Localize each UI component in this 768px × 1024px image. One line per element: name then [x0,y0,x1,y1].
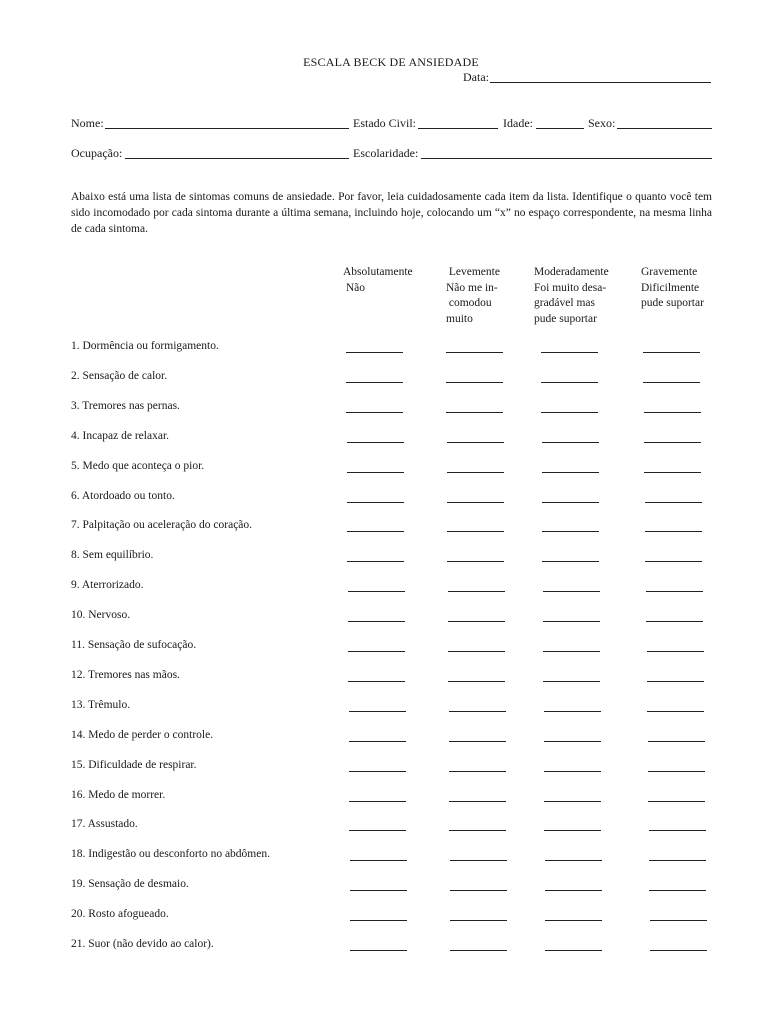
name-label: Nome: [71,116,104,130]
symptom-item: 16. Medo de morrer. [71,789,166,801]
answer-blank[interactable] [648,771,705,772]
answer-blank[interactable] [447,472,504,473]
answer-blank[interactable] [446,382,503,383]
education-label: Escolaridade: [353,146,419,160]
answer-blank[interactable] [448,681,505,682]
column-header-line: Não [343,281,366,294]
answer-blank[interactable] [348,681,405,682]
column-header-line: gradável mas [534,297,595,309]
symptom-item: 20. Rosto afogueado. [71,908,169,920]
symptom-item: 17. Assustado. [71,818,138,830]
symptom-item: 11. Sensação de sufocação. [71,639,197,651]
column-header-line: pude suportar [641,297,704,309]
answer-blank[interactable] [643,382,700,383]
symptom-item: 7. Palpitação ou aceleração do coração. [71,519,253,531]
answer-blank[interactable] [448,651,505,652]
answer-blank[interactable] [449,741,506,742]
answer-blank[interactable] [541,382,598,383]
answer-blank[interactable] [542,472,599,473]
answer-blank[interactable] [450,950,507,951]
answer-blank[interactable] [543,621,600,622]
occupation-field[interactable] [125,158,349,159]
answer-blank[interactable] [542,531,599,532]
occupation-label: Ocupação: [71,146,123,160]
date-label: Data: [463,70,489,84]
column-header-line: Absolutamente [343,266,413,278]
answer-blank[interactable] [349,741,406,742]
answer-blank[interactable] [650,920,707,921]
symptom-item: 3. Tremores nas pernas. [71,400,180,412]
answer-blank[interactable] [446,352,503,353]
answer-blank[interactable] [644,472,701,473]
column-header-line: Foi muito desa- [534,281,607,294]
answer-blank[interactable] [448,621,505,622]
answer-blank[interactable] [449,830,506,831]
answer-blank[interactable] [347,472,404,473]
answer-blank[interactable] [541,412,598,413]
answer-blank[interactable] [543,591,600,592]
answer-blank[interactable] [649,830,706,831]
answer-blank[interactable] [543,681,600,682]
column-header-moderate [534,265,609,327]
answer-blank[interactable] [450,860,507,861]
symptom-item: 13. Trêmulo. [71,699,131,711]
answer-blank[interactable] [349,711,406,712]
answer-blank[interactable] [647,681,704,682]
answer-blank[interactable] [347,442,404,443]
answer-blank[interactable] [447,502,504,503]
answer-blank[interactable] [449,801,506,802]
instructions-paragraph: Abaixo está uma lista de sintomas comuns de ansiedade. Por favor, leia cuidadosamente cada item da lista. Identifique o quanto você tem sido incomodado por cada sintoma durante a última semana, incluindo hoje, colocando um “x” no espaço correspondente, na mesma linha de cada sintoma. [71,191,712,235]
answer-blank[interactable] [346,412,403,413]
column-header-none [343,265,413,296]
civil-status-field[interactable] [418,128,498,129]
answer-blank[interactable] [449,771,506,772]
name-field[interactable] [105,128,349,129]
symptom-item: 5. Medo que aconteça o pior. [71,460,205,472]
column-header-line: comodou [446,297,492,309]
answer-blank[interactable] [544,830,601,831]
symptom-item: 4. Incapaz de relaxar. [71,430,170,442]
answer-blank[interactable] [347,531,404,532]
answer-blank[interactable] [350,860,407,861]
symptom-item: 6. Atordoado ou tonto. [71,490,175,502]
column-header-line: muito [446,312,473,325]
answer-blank[interactable] [447,531,504,532]
answer-blank[interactable] [446,412,503,413]
symptom-item: 14. Medo de perder o controle. [71,729,214,741]
answer-blank[interactable] [544,771,601,772]
column-header-mild [446,265,500,327]
age-label: Idade: [503,116,533,130]
answer-blank[interactable] [542,442,599,443]
sex-field[interactable] [617,128,712,129]
answer-blank[interactable] [650,950,707,951]
answer-blank[interactable] [544,801,601,802]
symptom-item: 12. Tremores nas mãos. [71,669,180,681]
answer-blank[interactable] [545,950,602,951]
answer-blank[interactable] [349,830,406,831]
answer-blank[interactable] [346,352,403,353]
symptom-item: 2. Sensação de calor. [71,370,168,382]
answer-blank[interactable] [346,382,403,383]
symptom-item: 18. Indigestão ou desconforto no abdômen. [71,848,270,860]
answer-blank[interactable] [647,651,704,652]
age-field[interactable] [536,128,584,129]
answer-blank[interactable] [350,890,407,891]
answer-blank[interactable] [542,561,599,562]
answer-blank[interactable] [645,502,702,503]
column-header-line: pude suportar [534,312,597,325]
answer-blank[interactable] [644,412,701,413]
answer-blank[interactable] [349,771,406,772]
answer-blank[interactable] [347,561,404,562]
symptom-item: 9. Aterrorizado. [71,579,144,591]
symptom-item: 1. Dormência ou formigamento. [71,340,219,352]
answer-blank[interactable] [648,741,705,742]
answer-blank[interactable] [542,502,599,503]
answer-blank[interactable] [648,801,705,802]
column-header-line: Dificilmente [641,281,700,294]
answer-blank[interactable] [649,890,706,891]
answer-blank[interactable] [348,651,405,652]
civil-status-label: Estado Civil: [353,116,416,130]
answer-blank[interactable] [447,561,504,562]
symptom-item: 15. Dificuldade de respirar. [71,759,197,771]
answer-blank[interactable] [450,890,507,891]
sex-label: Sexo: [588,116,616,130]
symptom-item: 21. Suor (não devido ao calor). [71,938,214,950]
answer-blank[interactable] [448,591,505,592]
column-header-line: Não me in- [446,281,498,294]
answer-blank[interactable] [450,920,507,921]
answer-blank[interactable] [644,442,701,443]
answer-blank[interactable] [645,561,702,562]
answer-blank[interactable] [447,442,504,443]
column-header-line: Gravemente [641,266,698,278]
answer-blank[interactable] [649,860,706,861]
form-title: ESCALA BECK DE ANSIEDADE [303,55,479,69]
answer-blank[interactable] [349,801,406,802]
answer-blank[interactable] [348,621,405,622]
symptom-item: 8. Sem equilíbrio. [71,549,154,561]
answer-blank[interactable] [545,920,602,921]
answer-blank[interactable] [449,711,506,712]
column-header-severe [641,265,704,312]
answer-blank[interactable] [544,711,601,712]
answer-blank[interactable] [348,591,405,592]
education-field[interactable] [421,158,712,159]
answer-blank[interactable] [544,741,601,742]
answer-blank[interactable] [645,531,702,532]
answer-blank[interactable] [347,502,404,503]
date-field[interactable] [490,82,711,83]
column-header-line: Moderadamente [534,266,609,278]
symptom-item: 10. Nervoso. [71,609,131,621]
answer-blank[interactable] [350,950,407,951]
answer-blank[interactable] [646,591,703,592]
answer-blank[interactable] [646,621,703,622]
column-header-line: Levemente [446,266,500,278]
answer-blank[interactable] [545,860,602,861]
symptom-item: 19. Sensação de desmaio. [71,878,189,890]
answer-blank[interactable] [350,920,407,921]
answer-blank[interactable] [541,352,598,353]
answer-blank[interactable] [647,711,704,712]
answer-blank[interactable] [543,651,600,652]
answer-blank[interactable] [545,890,602,891]
answer-blank[interactable] [643,352,700,353]
